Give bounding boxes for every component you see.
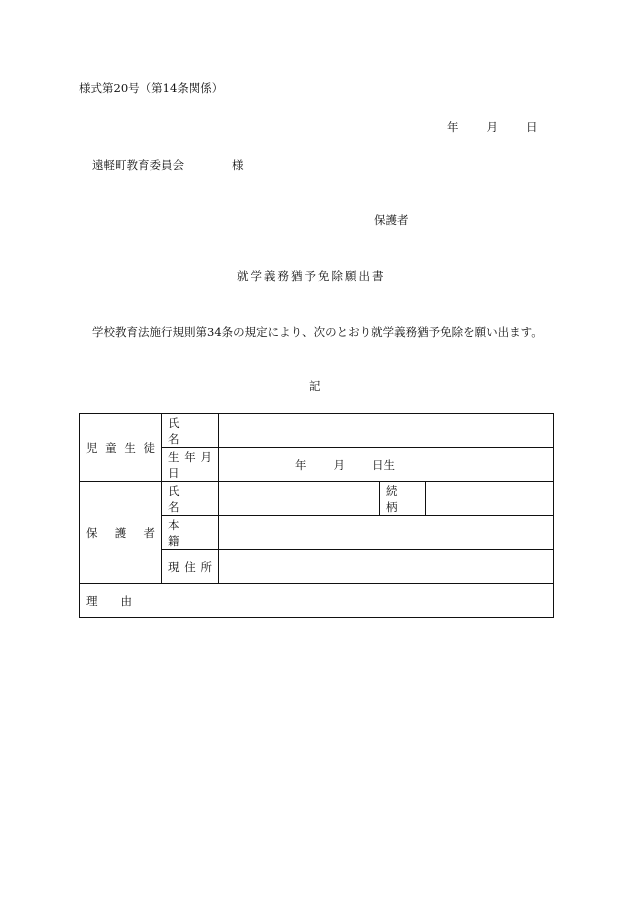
guardian-signature-label: 保護者 — [374, 213, 409, 227]
child-name-field[interactable] — [219, 414, 554, 448]
table-row — [80, 584, 554, 618]
birth-day-label: 日生 — [372, 457, 395, 472]
addressee — [92, 157, 244, 173]
relationship-label: 続 柄 — [380, 482, 426, 516]
child-section-label: 児童生徒 — [80, 414, 162, 482]
guardian-name-field[interactable] — [219, 482, 380, 516]
child-birthdate-label: 生年月日 — [162, 448, 219, 482]
application-form-table — [79, 413, 554, 618]
table-row — [80, 482, 554, 516]
body-text: 学校教育法施行規則第34条の規定により、次のとおり就学義務猶予免除を願い出ます。 — [92, 325, 543, 339]
addressee-honorific: 様 — [232, 158, 244, 172]
child-birthdate-field[interactable] — [219, 448, 554, 482]
domicile-label: 本 籍 — [162, 516, 219, 550]
reason-field[interactable] — [80, 584, 554, 618]
date-year-label: 年 — [447, 120, 459, 134]
table-row — [80, 414, 554, 448]
domicile-field[interactable] — [219, 516, 554, 550]
birth-year-label: 年 — [295, 457, 307, 472]
child-name-label: 氏 名 — [162, 414, 219, 448]
relationship-field[interactable] — [426, 482, 554, 516]
addressee-name: 遠軽町教育委員会 — [92, 158, 184, 172]
date-line — [447, 119, 538, 135]
address-field[interactable] — [219, 550, 554, 584]
document-title: 就学義務猶予免除願出書 — [237, 269, 386, 283]
reason-label: 理 由 — [86, 593, 132, 608]
date-day-label: 日 — [526, 120, 538, 134]
date-month-label: 月 — [486, 120, 498, 134]
birth-month-label: 月 — [333, 457, 345, 472]
ki-label: 記 — [309, 379, 321, 393]
form-number: 様式第20号（第14条関係） — [79, 81, 224, 95]
guardian-name-label: 氏 名 — [162, 482, 219, 516]
guardian-section-label: 保 護 者 — [80, 482, 162, 584]
address-label: 現住所 — [162, 550, 219, 584]
